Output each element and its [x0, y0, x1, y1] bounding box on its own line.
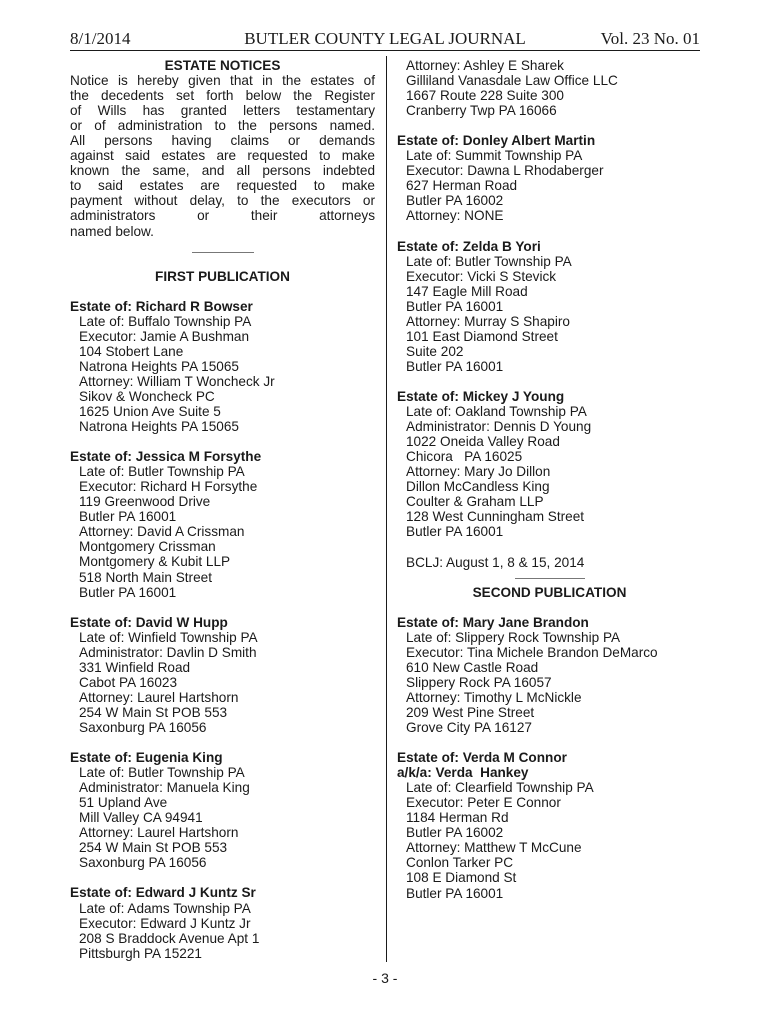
- notice-line: All persons having claims or demands: [70, 133, 375, 149]
- estate-title: Estate of: Jessica M Forsythe: [70, 449, 262, 465]
- notice-line: administrators or their attorneys: [70, 208, 375, 224]
- notice-line: or of administration to the persons named.: [70, 118, 375, 134]
- estate-entry: [70, 615, 375, 735]
- estate-detail-line: Butler PA 16001: [406, 298, 504, 314]
- estate-detail-line: Attorney: NONE: [406, 208, 504, 224]
- estate-detail-line: Attorney: Ashley E Sharek: [406, 58, 564, 73]
- estate-detail-line: Executor: Vicki S Stevick: [406, 268, 557, 284]
- estate-detail-line: Attorney: Laurel Hartshorn: [79, 689, 239, 705]
- estate-detail-line: Butler PA 16002: [406, 825, 504, 841]
- estate-detail-line: Slippery Rock PA 16057: [406, 674, 552, 690]
- estate-detail-line: 331 Winfield Road: [79, 659, 191, 675]
- estate-detail-line: Natrona Heights PA 15065: [79, 419, 239, 435]
- estate-detail-line: Pittsburgh PA 15221: [79, 945, 202, 961]
- estate-title: Estate of: Edward J Kuntz Sr: [70, 885, 256, 901]
- estate-detail-line: 627 Herman Road: [406, 178, 518, 194]
- estate-detail-line: Attorney: Laurel Hartshorn: [79, 825, 239, 841]
- estate-notices-heading: ESTATE NOTICES: [164, 58, 281, 73]
- estate-detail-line: Chicora PA 16025: [406, 449, 523, 465]
- right-column: [397, 58, 702, 901]
- estate-title: Estate of: Richard R Bowser: [70, 298, 253, 314]
- estate-detail-line: Natrona Heights PA 15065: [79, 358, 239, 374]
- estate-detail-line: Suite 202: [406, 343, 464, 359]
- bclj-citation: BCLJ: August 1, 8 & 15, 2014: [406, 554, 585, 570]
- estate-detail-line: Butler PA 16001: [79, 509, 177, 525]
- estate-detail-line: 108 E Diamond St: [406, 870, 517, 886]
- estate-detail-line: Executor: Peter E Connor: [406, 795, 561, 811]
- estate-detail-line: Late of: Adams Township PA: [79, 900, 251, 916]
- estate-detail-line: Butler PA 16002: [406, 193, 504, 209]
- header-rule: [70, 50, 700, 51]
- estate-detail-line: Grove City PA 16127: [406, 720, 532, 736]
- issue-date: 8/1/2014: [70, 29, 131, 48]
- notice-line: named below.: [70, 223, 154, 239]
- estate-detail-line: Coulter & Graham LLP: [406, 494, 544, 510]
- estate-title: Estate of: Zelda B Yori: [397, 238, 541, 254]
- right-estates-list: [397, 133, 702, 539]
- notice-line: payment without delay, to the executors or: [70, 193, 375, 209]
- estate-detail-line: Saxonburg PA 16056: [79, 855, 207, 871]
- estate-detail-line: 147 Eagle Mill Road: [406, 283, 528, 299]
- left-estates-list: [70, 299, 375, 961]
- left-column: [70, 58, 375, 961]
- estate-detail-line: Mill Valley CA 94941: [79, 810, 203, 826]
- estate-title: Estate of: Mary Jane Brandon: [397, 614, 589, 630]
- page-number: - 3 -: [372, 970, 398, 986]
- estate-detail-line: Attorney: Timothy L McNickle: [406, 689, 582, 705]
- notice-line: Notice is hereby given that in the estates of: [70, 73, 375, 89]
- estate-detail-line: Late of: Oakland Township PA: [406, 404, 587, 420]
- estate-detail-line: 128 West Cunningham Street: [406, 509, 585, 525]
- column-divider: [386, 56, 387, 962]
- volume-number: Vol. 23 No. 01: [600, 29, 700, 48]
- continued-estate-lines: [397, 58, 702, 118]
- estate-detail-line: 518 North Main Street: [79, 569, 212, 585]
- estate-detail-line: 51 Upland Ave: [79, 795, 168, 811]
- estate-detail-line: 610 New Castle Road: [406, 659, 539, 675]
- estate-detail-line: 1667 Route 228 Suite 300: [406, 88, 564, 104]
- estate-title: Estate of: Donley Albert Martin: [397, 133, 596, 149]
- notice-line: to said estates are requested to make: [70, 178, 375, 194]
- estate-detail-line: Attorney: William T Woncheck Jr: [79, 373, 275, 389]
- estate-title: Estate of: David W Hupp: [70, 614, 228, 630]
- estate-detail-line: Administrator: Manuela King: [79, 780, 250, 796]
- estate-entry: [397, 615, 702, 735]
- estate-title: Estate of: Eugenia King: [70, 750, 223, 766]
- estate-detail-line: 254 W Main St POB 553: [79, 704, 228, 720]
- estate-detail-line: Cranberry Twp PA 16066: [406, 103, 557, 119]
- section-separator: [397, 570, 702, 585]
- estate-detail-line: 254 W Main St POB 553: [79, 840, 228, 856]
- notice-paragraph: [70, 73, 375, 239]
- estate-detail-line: Executor: Richard H Forsythe: [79, 479, 258, 495]
- estate-detail-line: Saxonburg PA 16056: [79, 719, 207, 735]
- estate-detail-line: Montgomery & Kubit LLP: [79, 554, 231, 570]
- estate-detail-line: Sikov & Woncheck PC: [79, 388, 215, 404]
- estate-detail-line: 208 S Braddock Avenue Apt 1: [79, 930, 260, 946]
- journal-title: BUTLER COUNTY LEGAL JOURNAL: [244, 29, 526, 48]
- estate-detail-line: Late of: Winfield Township PA: [79, 629, 258, 645]
- estate-detail-line: 101 East Diamond Street: [406, 328, 558, 344]
- estate-alias: a/k/a: Verda Hankey: [397, 765, 529, 781]
- notice-line: of Wills has granted letters testamentary: [70, 103, 375, 119]
- estate-entry: [70, 299, 375, 434]
- estate-detail-line: Late of: Buffalo Township PA: [79, 313, 252, 329]
- estate-detail-line: Dillon McCandless King: [406, 479, 550, 495]
- estate-detail-line: Attorney: Matthew T McCune: [406, 840, 582, 856]
- estate-detail-line: Late of: Slippery Rock Township PA: [406, 629, 621, 645]
- estate-detail-line: Executor: Edward J Kuntz Jr: [79, 915, 251, 931]
- estate-entry: [70, 449, 375, 599]
- estate-detail-line: Attorney: Mary Jo Dillon: [406, 464, 551, 480]
- estate-entry: [70, 885, 375, 960]
- estate-detail-line: Late of: Clearfield Township PA: [406, 780, 594, 796]
- estate-detail-line: Montgomery Crissman: [79, 539, 216, 555]
- estate-detail-line: 1022 Oneida Valley Road: [406, 434, 560, 450]
- estate-detail-line: Executor: Dawna L Rhodaberger: [406, 163, 604, 179]
- second-estates-list: [397, 615, 702, 901]
- estate-detail-line: Executor: Tina Michele Brandon DeMarco: [406, 644, 658, 660]
- estate-title: Estate of: Mickey J Young: [397, 389, 565, 405]
- estate-detail-line: Administrator: Davlin D Smith: [79, 644, 257, 660]
- estate-entry: [397, 239, 702, 374]
- notice-line: against said estates are requested to make: [70, 148, 375, 164]
- estate-detail-line: Attorney: David A Crissman: [79, 524, 245, 540]
- estate-detail-line: Attorney: Murray S Shapiro: [406, 313, 570, 329]
- estate-detail-line: Late of: Butler Township PA: [79, 464, 245, 480]
- second-publication-heading: SECOND PUBLICATION: [472, 584, 627, 600]
- estate-detail-line: Late of: Butler Township PA: [79, 765, 245, 781]
- estate-detail-line: Late of: Butler Township PA: [406, 253, 572, 269]
- estate-detail-line: Butler PA 16001: [406, 885, 504, 901]
- estate-detail-line: Cabot PA 16023: [79, 674, 178, 690]
- page-header: [70, 29, 700, 49]
- estate-detail-line: Butler PA 16001: [406, 358, 504, 374]
- estate-detail-line: Executor: Jamie A Bushman: [79, 328, 250, 344]
- estate-title: Estate of: Verda M Connor: [397, 750, 567, 766]
- estate-detail-line: 1625 Union Ave Suite 5: [79, 403, 221, 419]
- estate-entry: [70, 750, 375, 870]
- notice-line: the decedents set forth below the Register: [70, 88, 375, 104]
- estate-detail-line: Late of: Summit Township PA: [406, 148, 583, 164]
- estate-detail-line: Conlon Tarker PC: [406, 855, 514, 871]
- estate-detail-line: Butler PA 16001: [406, 524, 504, 540]
- estate-detail-line: 209 West Pine Street: [406, 704, 535, 720]
- first-publication-heading: FIRST PUBLICATION: [155, 268, 290, 284]
- estate-entry: [397, 750, 702, 900]
- estate-entry: [397, 389, 702, 539]
- estate-detail-line: Gilliland Vanasdale Law Office LLC: [406, 73, 618, 89]
- section-separator: [70, 239, 375, 269]
- estate-detail-line: Administrator: Dennis D Young: [406, 419, 592, 435]
- estate-detail-line: 119 Greenwood Drive: [79, 494, 211, 510]
- estate-detail-line: 104 Stobert Lane: [79, 343, 184, 359]
- notice-line: known the same, and all persons indebted: [70, 163, 375, 179]
- estate-detail-line: Butler PA 16001: [79, 584, 177, 600]
- estate-detail-line: 1184 Herman Rd: [406, 810, 509, 826]
- estate-entry: [397, 133, 702, 223]
